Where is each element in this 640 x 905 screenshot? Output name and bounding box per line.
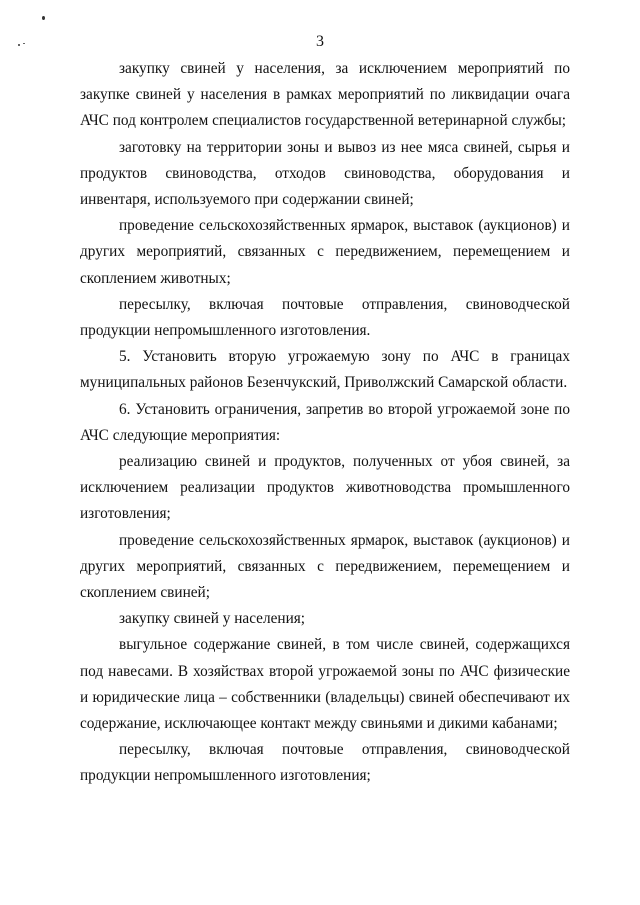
paragraph: проведение сельскохозяйственных ярмарок, выставок (аукционов) и других мероприятий, связанных с передвижением, перемещением и скоплением свиней; [80, 531, 570, 602]
paragraph: пересылку, включая почтовые отправления, свиноводческой продукции непромышленного изготовления. [80, 295, 570, 340]
paragraph: пересылку, включая почтовые отправления, свиноводческой продукции непромышленного изготовления; [80, 741, 570, 785]
paragraph: заготовку на территории зоны и вывоз из нее мяса свиней, сырья и продуктов свиноводства, отходов свиноводства, оборудования и инвентаря, используемого при содержании свиней; [80, 138, 570, 209]
paragraph: 6. Установить ограничения, запретив во второй угрожаемой зоне по АЧС следующие мероприятия: [80, 400, 570, 444]
paragraph: проведение сельскохозяйственных ярмарок, выставок (аукционов) и других мероприятий, связанных с передвижением, перемещением и скоплением животных; [80, 217, 570, 287]
paragraph: реализацию свиней и продуктов, полученных от убоя свиней, за исключением реализации продуктов животноводства промышленного изготовления; [80, 453, 570, 523]
document-body [80, 56, 570, 790]
paragraph: выгульное содержание свиней, в том числе свиней, содержащихся под навесами. В хозяйствах второй угрожаемой зоны по АЧС физические и юридические лица – собственники (владельцы) свиней обеспечивают их содержание, исключающее контакт между свиньями и дикими кабанами; [80, 636, 570, 733]
paragraph: 5. Установить вторую угрожаемую зону по АЧС в границах муниципальных районов Безенчукский, Приволжский Самарской области. [80, 348, 570, 392]
page-number: 3 [316, 33, 324, 50]
paragraph: закупку свиней у населения, за исключением мероприятий по закупке свиней у населения в рамках мероприятий по ликвидации очага АЧС под контролем специалистов государственной ветеринарной службы; [80, 60, 570, 130]
paragraph: закупку свиней у населения; [119, 610, 306, 628]
scan-speck [42, 16, 45, 20]
